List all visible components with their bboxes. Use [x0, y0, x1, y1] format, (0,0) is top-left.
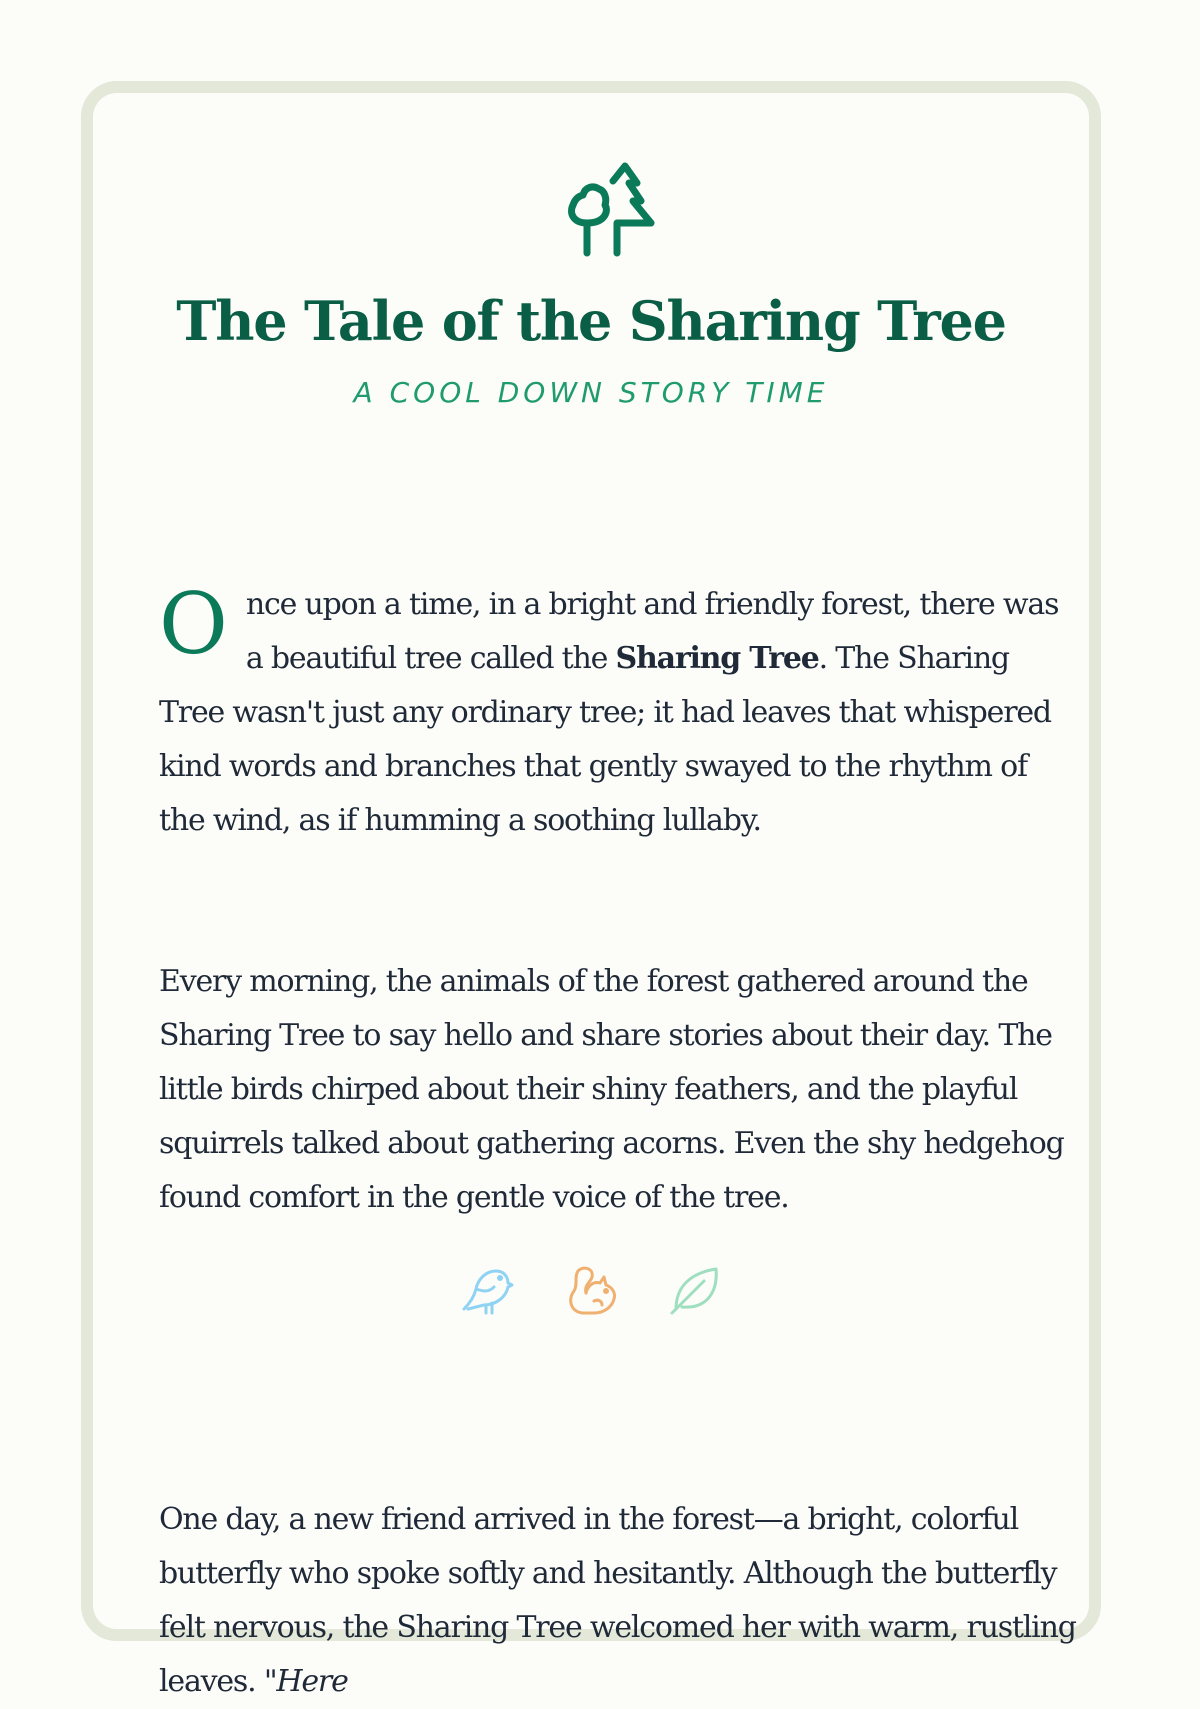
story-subtitle: A COOL DOWN STORY TIME — [353, 376, 829, 409]
animal-divider — [93, 1263, 1089, 1317]
sharing-tree-emphasis: Sharing Tree — [615, 641, 819, 676]
paragraph-1-text: nce upon a time, in a bright and friendly forest, there was a beautiful tree called the — [245, 587, 1059, 676]
story-paragraph-3 — [159, 1493, 1079, 1709]
story-paragraph-1 — [159, 575, 1079, 848]
trees-icon — [561, 163, 661, 263]
bird-icon — [460, 1263, 514, 1317]
leaf-icon — [668, 1263, 722, 1317]
paragraph-3-text: One day, a new friend arrived in the forest—a bright, colorful butterfly who spoke softly and hesitantly. Although the butterfly felt nervous, the Sharing Tree welcomed her with warm, rustling leaves. — [159, 1502, 1076, 1699]
drop-cap: O — [159, 575, 228, 673]
story-card — [81, 81, 1101, 1699]
paragraph-1-text-end: . The Sharing Tree wasn't just any ordinary tree; it had leaves that whispered kind words and branches that gently swayed to the rhythm of the wind, as if humming a soothing lullaby. — [159, 641, 1051, 838]
tree-quote: "Here — [263, 1664, 348, 1699]
story-paragraph-2: Every morning, the animals of the forest gathered around the Sharing Tree to say hello and share stories about their day. The little birds chirped about their shiny feathers, and the playful squirrels talked about gathering acorns. Even the shy hedgehog found comfort in the gentle voice of the tree. — [159, 964, 1064, 1215]
squirrel-icon — [564, 1263, 618, 1317]
story-title: The Tale of the Sharing Tree — [176, 289, 1006, 353]
